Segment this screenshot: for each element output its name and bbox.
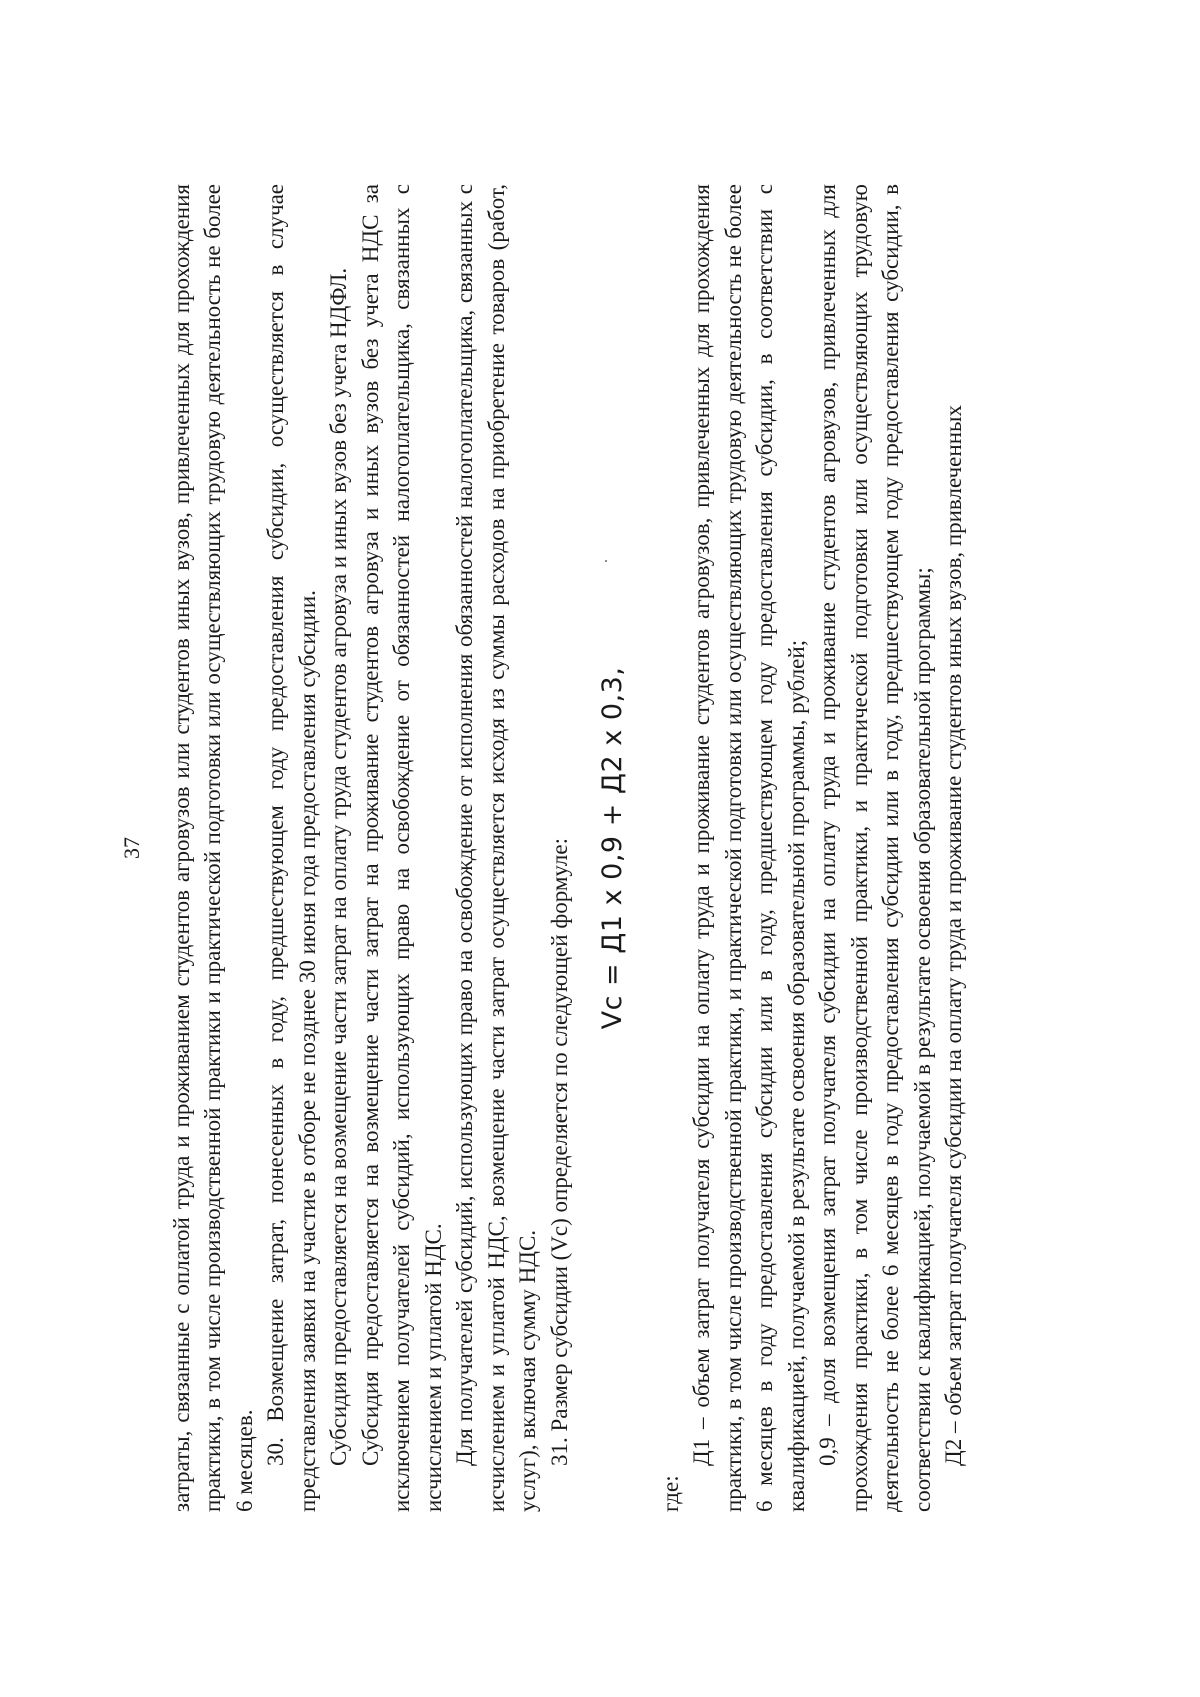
page-number: 37	[119, 837, 144, 859]
paragraph-ndfl: Субсидия предоставляется на возмещение части затрат на оплату труда студентов агровуза и иных вузов без учета НДФЛ.	[326, 267, 351, 1466]
definition-0-9: 0,9 – доля возмещения затрат получателя субсидии на оплату труда и проживание студентов агровузов, привлеченных для прохождения практики, в том числе производственной практики, и практической подготовки или осуществляющих трудовую деятельность не более 6 месяцев в году предоставления субсидии или в году, предшествующем году предоставления субсидии, в соответствии с квалификацией, получаемой в результате освоения образовательной программы;	[815, 184, 935, 1512]
subsidy-formula: Vc = Д1 x 0,9 + Д2 x 0,3,	[597, 666, 628, 1030]
rotated-text-block	[110, 98, 1090, 1598]
definition-d1: Д1 – объем затрат получателя субсидии на оплату труда и проживание студентов агровузов, привлеченных для прохождения практики, в том числе производственной практики, и практической подготовки или осуществляющих трудовую деятельность не более 6 месяцев в году предоставления субсидии или в году, предшествующем году предоставления субсидии, в соответствии с квалификацией, получаемой в результате освоения образовательной программы, рублей;	[689, 184, 809, 1512]
paragraph-30: 30. Возмещение затрат, понесенных в году, предшествующем году предоставления субсидии, осуществляется в случае представления заявки на участие в отборе не позднее 30 июня года предоставления субсидии.	[263, 184, 320, 1512]
text-column	[116, 184, 970, 1512]
where-label: где:	[657, 1475, 683, 1512]
paragraph-vat-exempt: Для получателей субсидий, использующих право на освобождение от исполнения обязанностей налогоплательщика, связанных с исчислением и уплатой НДС, возмещение части затрат осуществляется исходя из суммы расходов на приобретение товаров (работ, услуг), включая сумму НДС.	[452, 184, 540, 1512]
paragraph-31: 31. Размер субсидии (Vc) определяется по следующей формуле:	[546, 838, 572, 1466]
paragraph-costs-intro: затраты, связанные с оплатой труда и проживанием студентов агровузов или студентов иных вузов, привлеченных для прохождения практики, в том числе производственной практики и практической подготовки или осуществляющих трудовую деятельность не более 6 месяцев.	[168, 184, 257, 1512]
definition-d2: Д2 – объем затрат получателя субсидии на оплату труда и проживание студентов иных вузов, привлеченных	[941, 405, 966, 1466]
paragraph-vat-exclusion: Субсидия предоставляется на возмещение части затрат на проживание студентов агровуза и иных вузов без учета НДС за исключением получателей субсидий, использующих право на освобождение от обязанностей налогоплательщика, связанных с исчислением и уплатой НДС.	[357, 184, 446, 1512]
